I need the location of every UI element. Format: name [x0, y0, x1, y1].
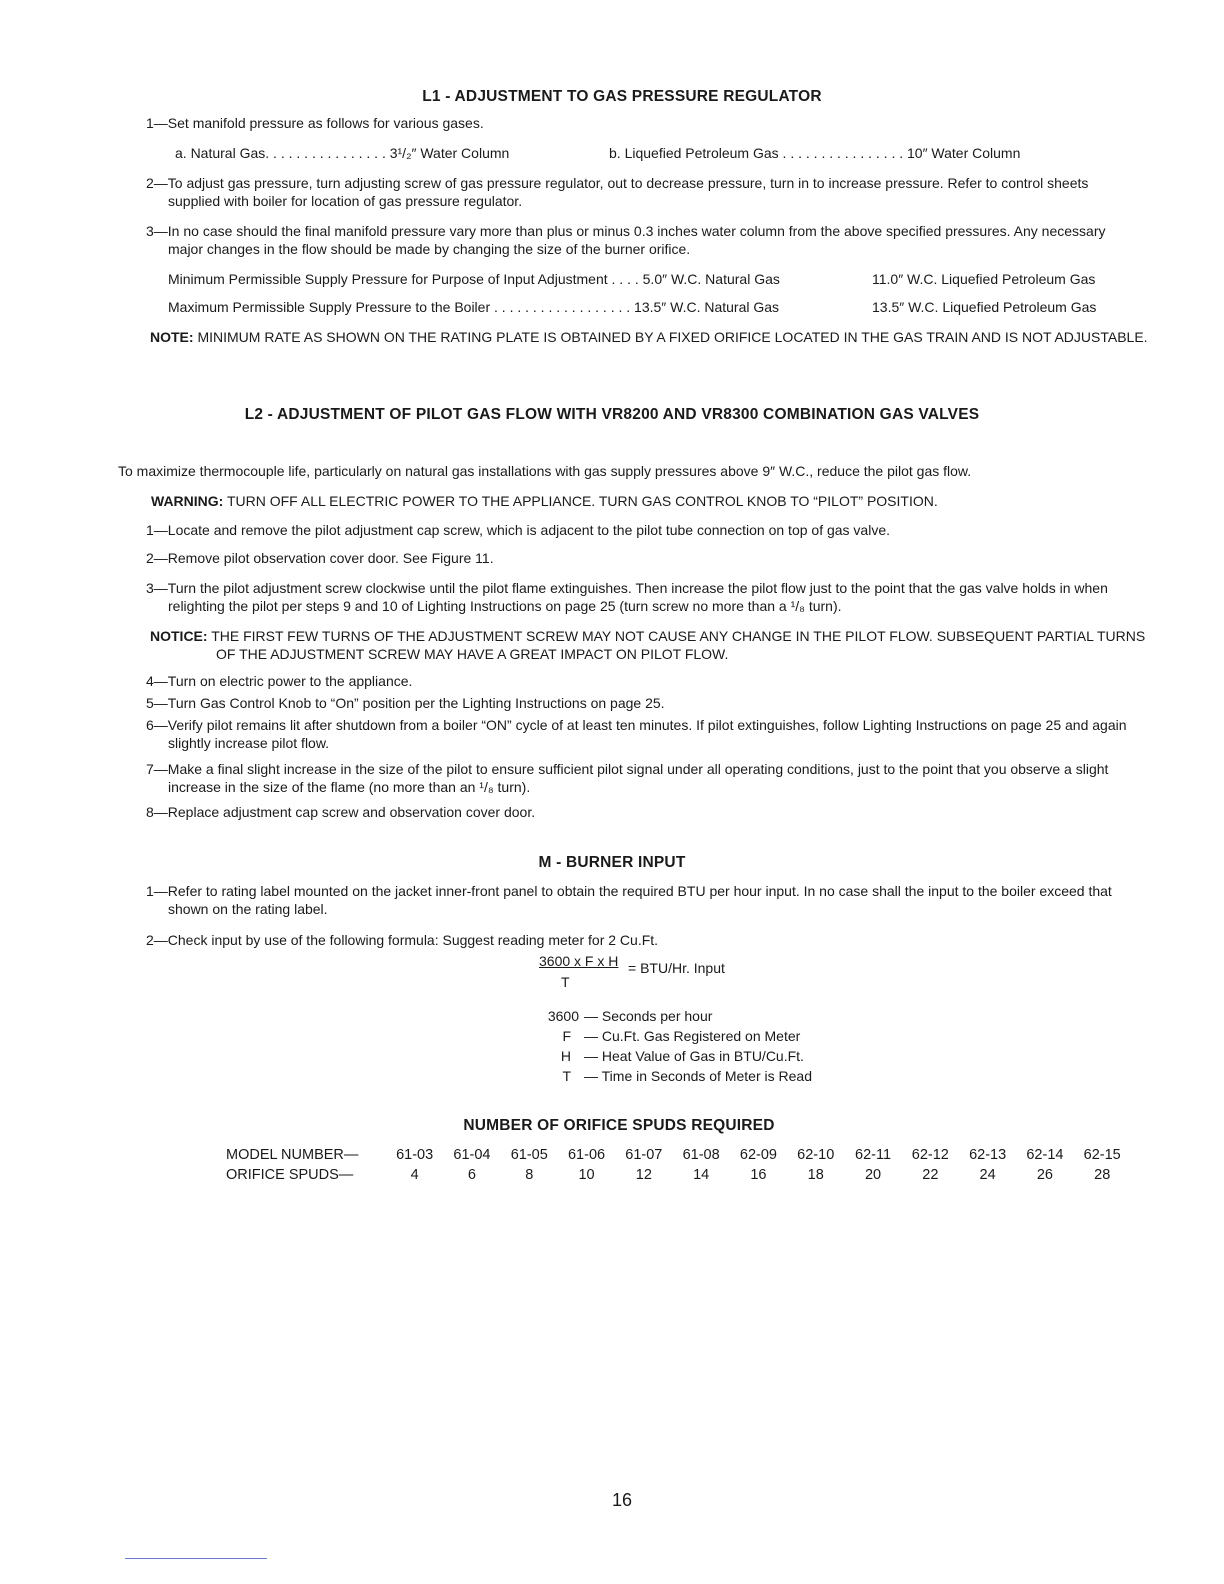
page-number: 16	[611, 1490, 633, 1510]
legend-description: — Cu.Ft. Gas Registered on Meter	[584, 1028, 801, 1044]
legend-symbol: T	[562, 1068, 571, 1084]
table-cell-model: 62-11	[855, 1146, 892, 1163]
legend-description: — Time in Seconds of Meter is Read	[584, 1068, 812, 1084]
l2-step7: 7—Make a final slight increase in the size of the pilot to ensure sufficient pilot signal under all operating conditions, just to the point that you observe a slight increase in the size of the flame (no more than an ¹/₈ turn).	[146, 761, 1109, 796]
orifice-spuds-label: ORIFICE SPUDS—	[226, 1166, 354, 1183]
table-cell-model: 61-05	[510, 1146, 548, 1163]
table-cell-count: 10	[578, 1166, 595, 1183]
table-cell-model: 62-10	[797, 1146, 835, 1163]
table-cell-count: 26	[1036, 1166, 1053, 1183]
heading-m: M - BURNER INPUT	[538, 854, 686, 871]
table-cell-model: 61-06	[567, 1146, 606, 1163]
table-cell-model: 61-07	[625, 1146, 663, 1163]
l2-intro: To maximize thermocouple life, particularly on natural gas installations with gas supply pressures above 9″ W.C., reduce the pilot gas flow.	[118, 463, 972, 479]
formula-result: = BTU/Hr. Input	[628, 960, 725, 976]
table-cell-count: 16	[750, 1166, 767, 1183]
table-row-spuds	[226, 1165, 1131, 1185]
table-cell-count: 12	[635, 1166, 652, 1183]
table-cell-count: 6	[467, 1166, 476, 1183]
l2-step2: 2—Remove pilot observation cover door. See Figure 11.	[146, 550, 494, 566]
legend-symbol: 3600	[547, 1008, 579, 1024]
heading-l2: L2 - ADJUSTMENT OF PILOT GAS FLOW WITH VR8200 AND VR8300 COMBINATION GAS VALVES	[244, 406, 980, 423]
formula-numerator: 3600 x F x H	[539, 953, 619, 969]
legend-symbol: H	[560, 1048, 571, 1064]
l2-step1: 1—Locate and remove the pilot adjustment cap screw, which is adjacent to the pilot tube connection on top of gas valve.	[146, 522, 891, 538]
heading-l1: L1 - ADJUSTMENT TO GAS PRESSURE REGULATOR	[422, 88, 822, 105]
l1-step2: 2—To adjust gas pressure, turn adjusting screw of gas pressure regulator, out to decrease pressure, turn in to increase pressure. Refer to control sheets supplied with boiler for location of gas pressure regulator.	[146, 175, 1089, 210]
note-label: NOTE:	[150, 329, 194, 345]
l2-warning	[151, 492, 938, 510]
table-cell-count: 14	[693, 1166, 710, 1183]
l1-min-pressure-lp: 11.0″ W.C. Liquefied Petroleum Gas	[872, 271, 1096, 287]
table-cell-model: 62-12	[911, 1146, 949, 1163]
m-step2: 2—Check input by use of the following formula: Suggest reading meter for 2 Cu.Ft.	[146, 932, 659, 948]
l2-step4: 4—Turn on electric power to the appliance.	[146, 673, 413, 689]
table-cell-count: 20	[864, 1166, 882, 1183]
table-cell-count: 4	[410, 1166, 419, 1183]
l1-step1: 1—Set manifold pressure as follows for various gases.	[146, 115, 484, 131]
table-cell-count: 8	[525, 1166, 534, 1183]
formula-denominator: T	[561, 974, 570, 990]
table-cell-model: 61-04	[453, 1146, 491, 1163]
table-cell-model: 62-15	[1083, 1146, 1121, 1163]
m-step1: 1—Refer to rating label mounted on the jacket inner-front panel to obtain the required BTU per hour input. In no case shall the input to the boiler exceed that shown on the rating label.	[146, 883, 1112, 918]
heading-spuds: NUMBER OF ORIFICE SPUDS REQUIRED	[463, 1117, 775, 1134]
table-cell-count: 22	[922, 1166, 939, 1183]
l1-max-pressure: Maximum Permissible Supply Pressure to the Boiler . . . . . . . . . . . . . . . . . . 13.5″ W.C. Natural Gas	[168, 299, 780, 315]
l1-gas-lp: b. Liquefied Petroleum Gas . . . . . . . . . . . . . . . . 10″ Water Column	[609, 145, 1021, 161]
l1-max-pressure-lp: 13.5″ W.C. Liquefied Petroleum Gas	[872, 299, 1097, 315]
table-cell-model: 61-03	[396, 1146, 434, 1163]
warning-text: TURN OFF ALL ELECTRIC POWER TO THE APPLIANCE. TURN GAS CONTROL KNOB TO “PILOT” POSITION.	[226, 493, 938, 509]
l1-note	[150, 328, 1162, 346]
footer-rule	[125, 1558, 267, 1559]
table-cell-model: 62-13	[969, 1146, 1007, 1163]
notice-text: THE FIRST FEW TURNS OF THE ADJUSTMENT SCREW MAY NOT CAUSE ANY CHANGE IN THE PILOT FLOW. SUBSEQUENT PARTIAL TURNS OF THE ADJUSTMENT SCREW MAY HAVE A GREAT IMPACT ON PILOT FLOW.	[211, 628, 1146, 663]
l2-step5: 5—Turn Gas Control Knob to “On” position per the Lighting Instructions on page 25.	[146, 695, 665, 711]
l2-step6: 6—Verify pilot remains lit after shutdown from a boiler “ON” cycle of at least ten minutes. If pilot extinguishes, follow Lighting Instructions on page 25 and again slightly increase pilot flow.	[146, 717, 1127, 752]
l1-step3: 3—In no case should the final manifold pressure vary more than plus or minus 0.3 inches water column from the above specified pressures. Any necessary major changes in the flow should be made by changing the size of the burner orifice.	[146, 223, 1106, 258]
warning-label: WARNING:	[151, 493, 224, 509]
legend-symbol: F	[562, 1028, 571, 1044]
table-cell-model: 62-09	[739, 1146, 777, 1163]
table-cell-count: 24	[979, 1166, 996, 1183]
table-cell-count: 28	[1094, 1166, 1111, 1183]
table-row-models	[226, 1145, 1131, 1165]
legend-description: — Heat Value of Gas in BTU/Cu.Ft.	[584, 1048, 804, 1064]
l2-notice	[150, 627, 1166, 663]
l2-step8: 8—Replace adjustment cap screw and observation cover door.	[146, 804, 536, 820]
table-cell-model: 61-08	[682, 1146, 720, 1163]
orifice-spuds-table	[226, 1145, 1131, 1185]
model-number-label: MODEL NUMBER—	[226, 1146, 359, 1163]
l2-step3: 3—Turn the pilot adjustment screw clockwise until the pilot flame extinguishes. Then increase the pilot flow just to the point that the gas valve holds in when relighting the pilot per steps 9 and 10 of Lighting Instructions on page 25 (turn screw no more than a ¹/₈ turn).	[146, 580, 1108, 615]
notice-label: NOTICE:	[150, 628, 208, 644]
note-text: MINIMUM RATE AS SHOWN ON THE RATING PLATE IS OBTAINED BY A FIXED ORIFICE LOCATED IN THE GAS TRAIN AND IS NOT ADJUSTABLE.	[197, 329, 1148, 345]
l1-min-pressure: Minimum Permissible Supply Pressure for Purpose of Input Adjustment . . . . 5.0″ W.C. Natural Gas	[168, 271, 780, 287]
table-cell-count: 18	[807, 1166, 824, 1183]
l1-gas-natural: a. Natural Gas. . . . . . . . . . . . . . . . 3¹/₂″ Water Column	[175, 145, 510, 161]
table-cell-model: 62-14	[1026, 1146, 1064, 1163]
legend-description: — Seconds per hour	[584, 1008, 713, 1024]
